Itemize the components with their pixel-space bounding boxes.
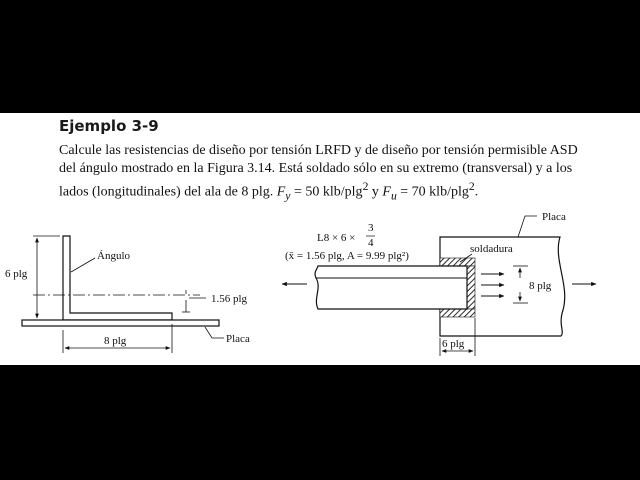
placa-label: Placa	[542, 211, 566, 223]
centroid-label: 1.56 plg	[211, 293, 248, 305]
width-8plg-label: 8 plg	[529, 280, 552, 292]
section-properties: (x̄ = 1.56 plg, A = 9.99 plg²)	[285, 250, 409, 262]
fu-subscript: u	[390, 189, 397, 203]
problem-line-3-text: lados (longitudinales) del ala de 8 plg.	[59, 184, 277, 200]
period: .	[474, 184, 479, 200]
problem-line-2: del ángulo mostrado en la Figura 3.14. Está soldado sólo en su extremo (transversal) y a los	[59, 161, 573, 176]
weld-end	[467, 266, 475, 309]
fu-symbol: F	[382, 184, 391, 200]
angle-member	[315, 266, 467, 309]
width-label: 8 plg	[104, 335, 127, 347]
figure-3-14	[0, 113, 640, 365]
weld-label: soldadura	[470, 243, 513, 255]
problem-line-1: Calcule las resistencias de diseño por tensión LRFD y de diseño por tensión permisible ASD	[59, 143, 578, 158]
height-label: 6 plg	[5, 268, 28, 280]
weld-bottom	[440, 309, 475, 317]
fy-subscript: y	[285, 189, 291, 203]
fraction-denominator: 4	[368, 237, 374, 249]
fy-symbol: F	[276, 184, 286, 200]
fy-exponent: 2	[362, 180, 369, 193]
overlap-6plg-label: 6 plg	[442, 338, 465, 350]
textbook-page	[0, 113, 640, 365]
conjunction: y	[368, 184, 383, 200]
plate-label: Placa	[226, 333, 250, 345]
fy-value: = 50 klb/plg	[290, 184, 363, 200]
section-label: L8 × 6 ×	[317, 232, 356, 244]
right-figure	[282, 211, 596, 356]
left-figure	[5, 236, 250, 353]
plate-rect	[22, 320, 219, 326]
fraction-numerator: 3	[368, 222, 374, 234]
angle-section	[63, 236, 172, 320]
fu-exponent: 2	[468, 180, 475, 193]
weld-top	[440, 258, 475, 266]
angle-label: Ángulo	[97, 250, 130, 262]
fu-value: = 70 klb/plg	[396, 184, 469, 200]
example-title: Ejemplo 3-9	[59, 117, 159, 135]
